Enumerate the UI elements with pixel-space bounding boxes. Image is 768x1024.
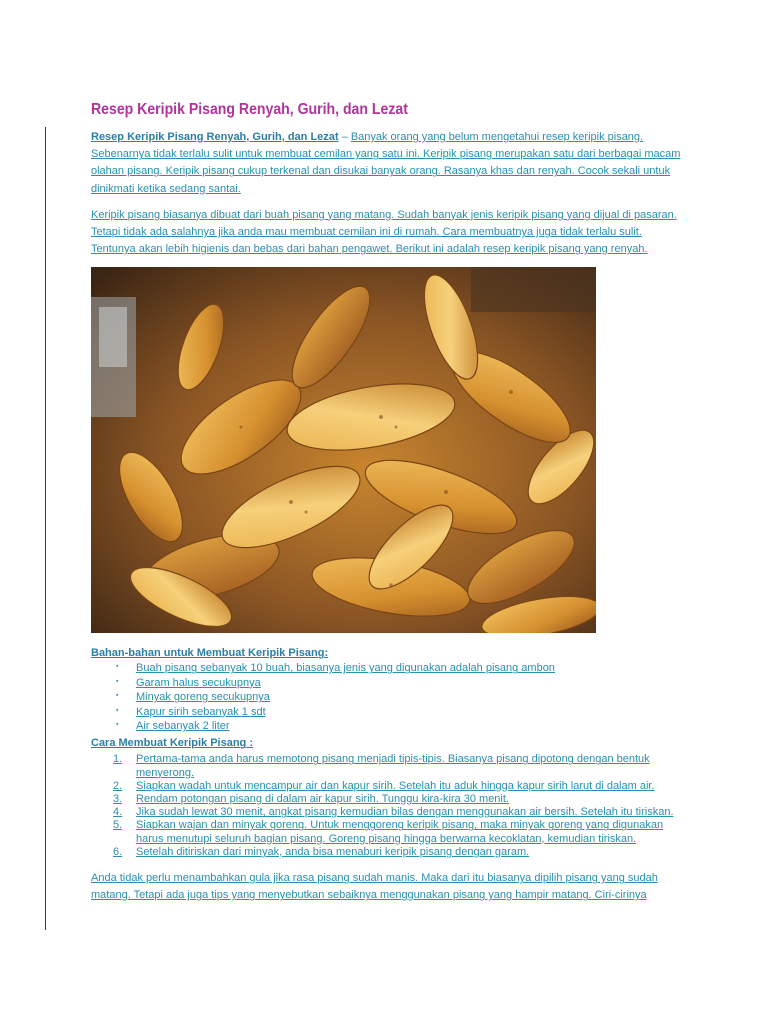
- step-link[interactable]: Setelah ditiriskan dari minyak, anda bisa menaburi keripik pisang dengan garam.: [136, 845, 530, 858]
- page-title: Resep Keripik Pisang Renyah, Gurih, dan Lezat: [91, 101, 408, 118]
- ingredient-link[interactable]: Minyak goreng secukupnya: [136, 691, 270, 704]
- list-item: [113, 753, 681, 779]
- ingredients-heading[interactable]: Bahan-bahan untuk Membuat Keripik Pisang:: [91, 647, 329, 660]
- list-item: [113, 806, 681, 819]
- bullet-icon: ▪: [116, 692, 119, 700]
- step-link[interactable]: Jika sudah lewat 30 menit, angkat pisang kemudian bilas dengan menggunakan air bersih. Setelah itu tiriskan.: [136, 806, 674, 819]
- step-number: 5.: [113, 819, 123, 832]
- banana-chips-photo: [91, 267, 596, 633]
- steps-list: [91, 753, 681, 859]
- ingredient-link[interactable]: Garam halus secukupnya: [136, 676, 261, 689]
- step-link[interactable]: Siapkan wajan dan minyak goreng. Untuk menggoreng keripik pisang, maka minyak goreng yang digunakan harus menutupi seluruh bagian pisang. Goreng pisang hingga berwarna kecoklatan, kemudian tiriskan.: [136, 819, 664, 845]
- list-item: [116, 661, 681, 675]
- list-item: [113, 780, 681, 793]
- step-number: 2.: [113, 779, 123, 792]
- intro-dash: –: [338, 131, 351, 143]
- list-item: [113, 793, 681, 806]
- ingredient-link[interactable]: Buah pisang sebanyak 10 buah, biasanya jenis yang digunakan adalah pisang ambon: [136, 662, 555, 675]
- intro-paragraph: [91, 129, 681, 198]
- list-item: [113, 846, 681, 859]
- list-item: [113, 819, 681, 845]
- step-link[interactable]: Pertama-tama anda harus memotong pisang menjadi tipis-tipis. Biasanya pisang dipotong dengan bentuk menyerong.: [136, 753, 650, 779]
- step-link[interactable]: Siapkan wadah untuk mencampur air dan kapur sirih. Setelah itu aduk hingga kapur sirih larut di dalam air.: [136, 779, 655, 792]
- paragraph-3: [91, 870, 681, 904]
- intro-text-link[interactable]: Banyak orang yang belum mengetahui resep keripik pisang. Sebenarnya tidak terlalu sulit untuk membuat cemilan yang satu ini. Keripik pisang merupakan satu dari berbagai macam olahan pisang. Keripik pisang cukup terkenal dan disukai banyak orang. Rasanya khas dan renyah. Cocok sekali untuk dinikmati ketika sedang santai.: [91, 131, 681, 195]
- ingredient-link[interactable]: Air sebanyak 2 liter: [136, 720, 230, 733]
- paragraph-2: [91, 207, 681, 259]
- ingredients-list: [91, 661, 681, 733]
- document-body: [91, 98, 681, 904]
- list-item: [116, 719, 681, 733]
- margin-rule: [45, 127, 46, 930]
- bullet-icon: ▪: [116, 706, 119, 714]
- step-link[interactable]: Rendam potongan pisang di dalam air kapur sirih. Tunggu kira-kira 30 menit.: [136, 793, 509, 806]
- intro-lead-link[interactable]: Resep Keripik Pisang Renyah, Gurih, dan Lezat: [91, 131, 339, 143]
- bullet-icon: ▪: [116, 721, 119, 729]
- step-number: 3.: [113, 793, 123, 806]
- step-number: 1.: [113, 753, 123, 766]
- steps-heading[interactable]: Cara Membuat Keripik Pisang :: [91, 737, 253, 750]
- paragraph-3-link[interactable]: Anda tidak perlu menambahkan gula jika rasa pisang sudah manis. Maka dari itu biasanya dipilih pisang yang sudah matang. Tetapi ada juga tips yang menyebutkan sebaiknya menggunakan pisang yang hampir matang. Ciri-cirinya: [91, 872, 658, 902]
- ingredient-link[interactable]: Kapur sirih sebanyak 1 sdt: [136, 705, 266, 718]
- list-item: [116, 705, 681, 719]
- bullet-icon: ▪: [116, 663, 119, 671]
- list-item: [116, 676, 681, 690]
- step-number: 4.: [113, 806, 123, 819]
- bullet-icon: ▪: [116, 677, 119, 685]
- paragraph-2-link[interactable]: Keripik pisang biasanya dibuat dari buah pisang yang matang. Sudah banyak jenis keripik pisang yang dijual di pasaran. Tetapi tidak ada salahnya jika anda mau membuat cemilan ini di rumah. Cara membuatnya juga tidak terlalu sulit. Tentunya akan lebih higienis dan bebas dari bahan pengawet. Berikut ini adalah resep keripik pisang yang renyah.: [91, 208, 677, 256]
- list-item: [116, 690, 681, 704]
- step-number: 6.: [113, 845, 123, 858]
